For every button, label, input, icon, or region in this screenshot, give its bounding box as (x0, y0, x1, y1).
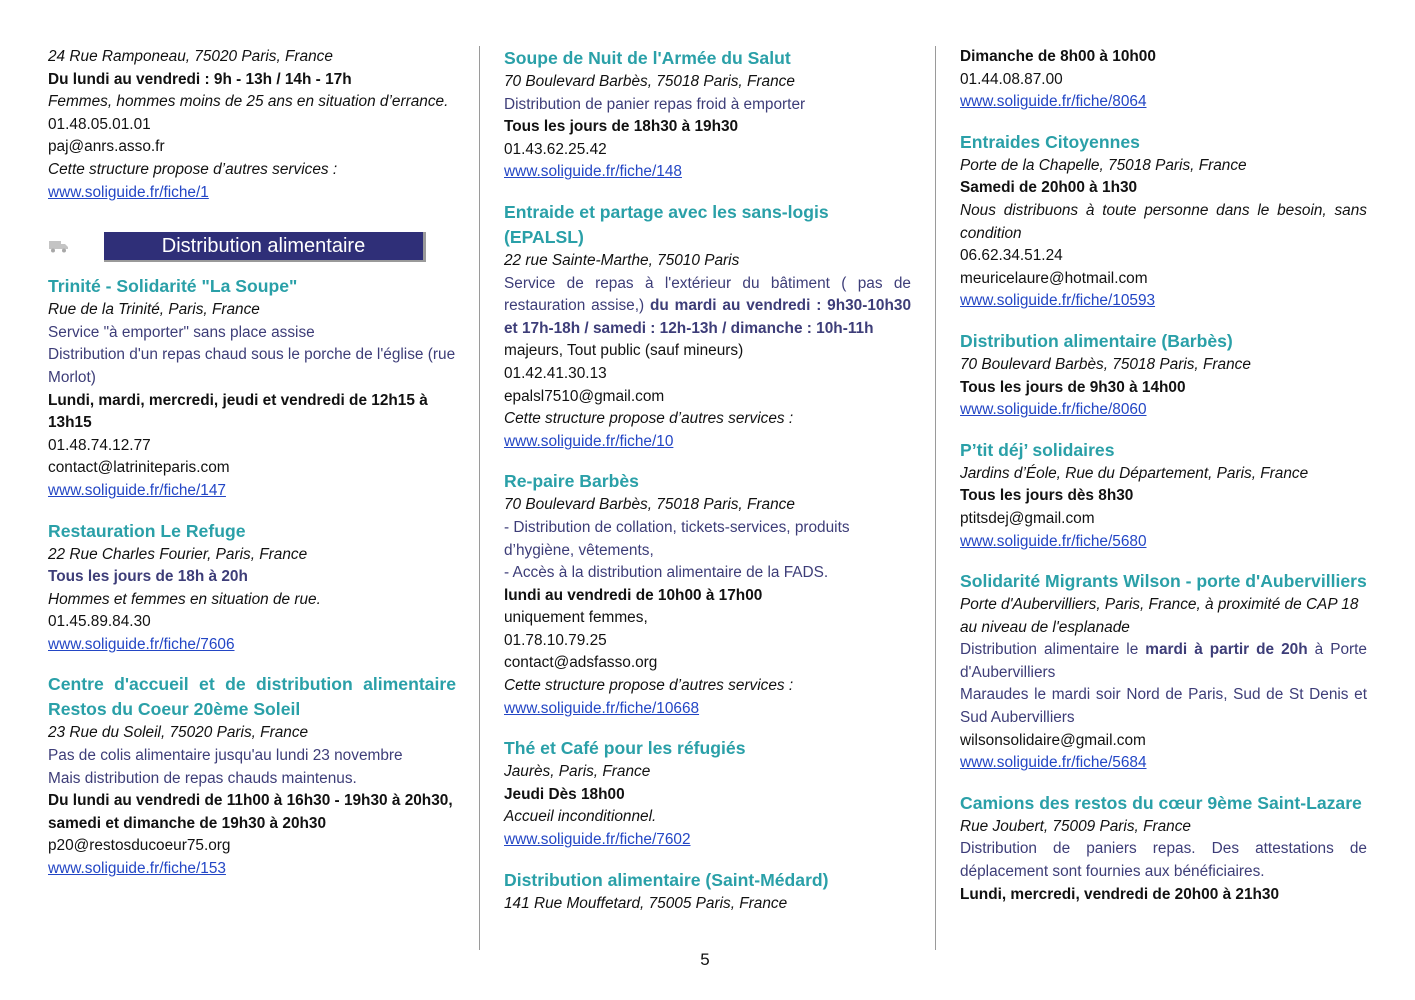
description-hours: mardi à partir de 20h (1145, 641, 1308, 659)
soliguide-link[interactable]: www.soliguide.fr/fiche/7602 (504, 831, 691, 849)
address: 141 Rue Mouffetard, 75005 Paris, France (504, 894, 788, 912)
address: Jaurès, Paris, France (504, 763, 651, 781)
listing-title: Entraide et partage avec les sans-logis (EPALSL) (504, 201, 829, 247)
description: Service "à emporter" sans place assise (48, 323, 315, 341)
listing-title: Camions des restos du cœur 9ème Saint-Lazare (960, 792, 1362, 813)
audience: Femmes, hommes moins de 25 ans en situation d’errance. (48, 93, 449, 111)
audience: Hommes et femmes en situation de rue. (48, 590, 321, 608)
address: 22 Rue Charles Fourier, Paris, France (48, 545, 308, 563)
listing-title: Restauration Le Refuge (48, 520, 246, 541)
email: meuricelaure@hotmail.com (960, 269, 1148, 287)
soliguide-link[interactable]: www.soliguide.fr/fiche/10668 (504, 699, 700, 717)
listing-barbes (960, 329, 1367, 422)
description-hours: du mardi au vendredi : 9h30-10h30 et 17h-18h / samedi : 12h-13h / dimanche : 10h-11h (504, 297, 912, 337)
soliguide-link[interactable]: www.soliguide.fr/fiche/7606 (48, 635, 235, 653)
email: epalsl7510@gmail.com (504, 387, 665, 405)
listing-the-cafe (504, 736, 911, 851)
column-2 (504, 46, 911, 931)
listing-title: P’tit déj’ solidaires (960, 439, 1115, 460)
column-divider (935, 46, 936, 950)
listing-title: Solidarité Migrants Wilson - porte d'Aubervilliers (960, 571, 1367, 592)
description-text: Service de repas à l'extérieur du bâtiment ( pas de restauration assise,) (504, 274, 911, 315)
page-number: 5 (700, 950, 710, 969)
soliguide-link[interactable]: www.soliguide.fr/fiche/147 (48, 481, 226, 499)
listing-continued (48, 46, 456, 204)
listing-title: Distribution alimentaire (Saint-Médard) (504, 869, 829, 890)
hours: Samedi de 20h00 à 1h30 (960, 179, 1138, 197)
listing-saint-medard (504, 868, 911, 916)
soliguide-link[interactable]: www.soliguide.fr/fiche/5684 (960, 754, 1147, 772)
listing-title: Entraides Citoyennes (960, 131, 1140, 152)
hours: Tous les jours de 18h30 à 19h30 (504, 118, 739, 136)
email: wilsonsolidaire@gmail.com (960, 731, 1146, 749)
email: ptitsdej@gmail.com (960, 509, 1095, 527)
soliguide-link[interactable]: www.soliguide.fr/fiche/8064 (960, 93, 1147, 111)
audience: uniquement femmes, (504, 609, 648, 627)
listing-restos-soleil (48, 672, 456, 880)
listing-camions-restos (960, 791, 1367, 906)
address: Porte d'Aubervilliers, Paris, France, à proximité de CAP 18 au niveau de l'esplanade (960, 596, 1359, 636)
hours: Jeudi Dès 18h00 (504, 785, 625, 803)
phone: 01.48.05.01.01 (48, 115, 151, 133)
listing-refuge (48, 519, 456, 657)
soliguide-link[interactable]: www.soliguide.fr/fiche/153 (48, 860, 226, 878)
hours: Lundi, mercredi, vendredi de 20h00 à 21h30 (960, 885, 1280, 903)
hours: Du lundi au vendredi de 11h00 à 16h30 - 19h30 à 20h30, samedi et dimanche de 19h30 à 20h30 (48, 792, 453, 832)
hours: Tous les jours dès 8h30 (960, 487, 1134, 505)
address: Jardins d’Éole, Rue du Département, Paris, France (960, 464, 1309, 482)
phone: 01.48.74.12.77 (48, 436, 151, 454)
description-text: à Porte d'Aubervilliers (960, 641, 1367, 681)
listing-soupe-de-nuit (504, 46, 911, 184)
soliguide-link[interactable]: www.soliguide.fr/fiche/5680 (960, 532, 1147, 550)
listing-continued (960, 46, 1367, 114)
phone: 01.78.10.79.25 (504, 631, 607, 649)
column-1 (48, 46, 456, 897)
description: Distribution de panier repas froid à emporter (504, 95, 806, 113)
soliguide-link[interactable]: www.soliguide.fr/fiche/10 (504, 432, 674, 450)
address: Rue de la Trinité, Paris, France (48, 301, 260, 319)
listing-title: Re-paire Barbès (504, 471, 639, 492)
description: Mais distribution de repas chauds maintenus. (48, 769, 357, 787)
listing-title: Centre d'accueil et de distribution alimentaire Restos du Coeur 20ème Soleil (48, 674, 456, 720)
description: Maraudes le mardi soir Nord de Paris, Sud de St Denis et Sud Aubervilliers (960, 686, 1367, 727)
listing-title: Distribution alimentaire (Barbès) (960, 330, 1233, 351)
address: Rue Joubert, 75009 Paris, France (960, 817, 1191, 835)
services-note: Cette structure propose d’autres services : (504, 410, 794, 428)
description: Distribution de paniers repas. Des attestations de déplacement sont fournies aux bénéficiaires. (960, 840, 1367, 881)
listing-title: Thé et Café pour les réfugiés (504, 738, 746, 759)
audience: Accueil inconditionnel. (504, 808, 657, 826)
address: 70 Boulevard Barbès, 75018 Paris, France (960, 355, 1251, 373)
hours: Du lundi au vendredi : 9h - 13h / 14h - 17h (48, 70, 352, 88)
services-note: Cette structure propose d’autres services : (48, 160, 338, 178)
description: - Accès à la distribution alimentaire de la FADS. (504, 564, 829, 582)
listing-epalsl (504, 200, 911, 453)
address: 70 Boulevard Barbès, 75018 Paris, France (504, 496, 795, 514)
truck-icon (48, 238, 70, 254)
soliguide-link[interactable]: www.soliguide.fr/fiche/10593 (960, 292, 1156, 310)
phone: 06.62.34.51.24 (960, 247, 1063, 265)
email: contact@adsfasso.org (504, 654, 658, 672)
phone: 01.42.41.30.13 (504, 364, 607, 382)
email: contact@latriniteparis.com (48, 459, 230, 477)
hours: Tous les jours de 9h30 à 14h00 (960, 378, 1186, 396)
hours: lundi au vendredi de 10h00 à 17h00 (504, 586, 763, 604)
address: 23 Rue du Soleil, 75020 Paris, France (48, 724, 309, 742)
address: Porte de la Chapelle, 75018 Paris, France (960, 156, 1247, 174)
listing-ptit-dej (960, 438, 1367, 553)
listing-repaire-barbes (504, 469, 911, 720)
address: 22 rue Sainte-Marthe, 75010 Paris (504, 251, 740, 269)
column-3 (960, 46, 1367, 922)
audience: majeurs, Tout public (sauf mineurs) (504, 342, 744, 360)
description: - Distribution de collation, tickets-services, produits d’hygiène, vêtements, (504, 518, 850, 559)
audience: Nous distribuons à toute personne dans le besoin, sans condition (960, 201, 1367, 242)
description (504, 273, 911, 341)
section-title: Distribution alimentaire (104, 232, 426, 262)
hours: Tous les jours de 18h à 20h (48, 568, 248, 586)
listing-title: Soupe de Nuit de l'Armée du Salut (504, 48, 791, 68)
email: p20@restosducoeur75.org (48, 837, 231, 855)
listing-wilson (960, 569, 1367, 775)
address: 70 Boulevard Barbès, 75018 Paris, France (504, 73, 795, 90)
soliguide-link[interactable]: www.soliguide.fr/fiche/8060 (960, 401, 1147, 419)
address: 24 Rue Ramponeau, 75020 Paris, France (48, 48, 333, 65)
phone: 01.43.62.25.42 (504, 140, 607, 158)
soliguide-link[interactable]: www.soliguide.fr/fiche/1 (48, 183, 209, 201)
hours: Lundi, mardi, mercredi, jeudi et vendredi de 12h15 à 13h15 (48, 391, 428, 432)
phone: 01.44.08.87.00 (960, 70, 1063, 88)
listing-title: Trinité - Solidarité "La Soupe" (48, 276, 298, 297)
phone: 01.45.89.84.30 (48, 613, 151, 631)
description-text: Distribution alimentaire le (960, 641, 1139, 659)
email: paj@anrs.asso.fr (48, 138, 165, 156)
hours: Dimanche de 8h00 à 10h00 (960, 48, 1156, 65)
soliguide-link[interactable]: www.soliguide.fr/fiche/148 (504, 163, 682, 181)
description: Distribution d'un repas chaud sous le porche de l'église (rue Morlot) (48, 346, 456, 386)
listing-entraides-citoyennes (960, 130, 1367, 313)
listing-trinite (48, 274, 456, 502)
column-divider (479, 46, 480, 950)
section-header (48, 232, 456, 262)
description (960, 639, 1367, 684)
services-note: Cette structure propose d’autres services : (504, 677, 794, 695)
description: Pas de colis alimentaire jusqu'au lundi 23 novembre (48, 747, 403, 765)
